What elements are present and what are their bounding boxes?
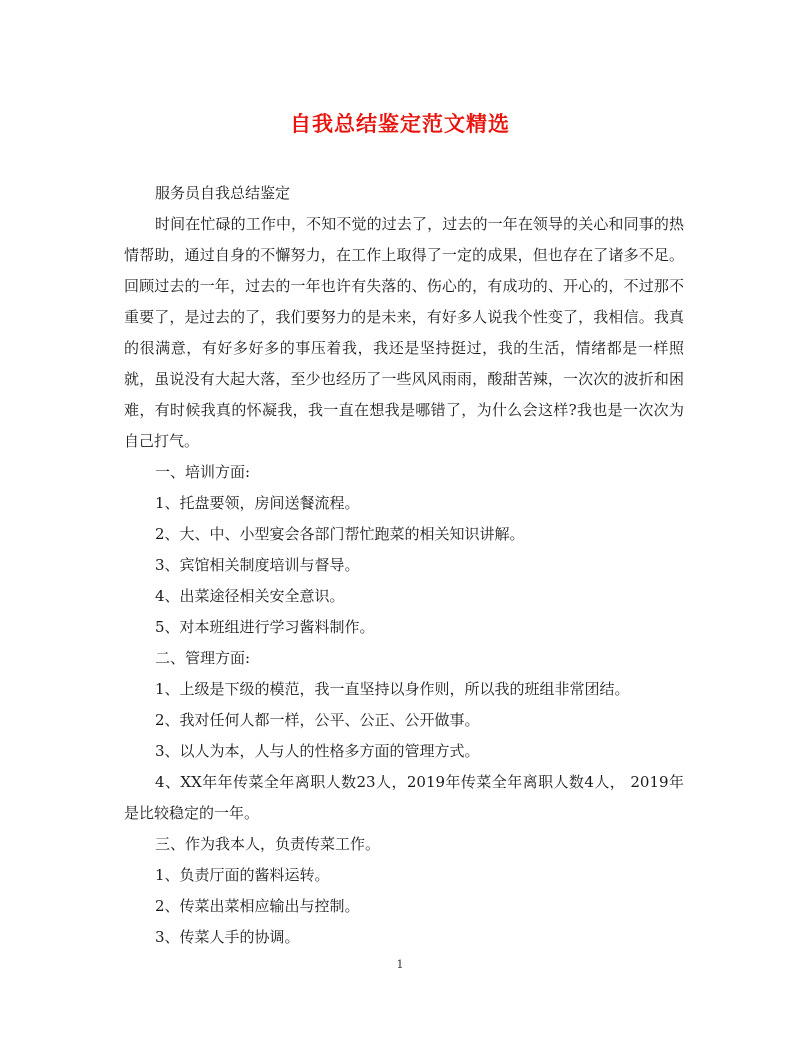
page-number: 1 bbox=[396, 958, 404, 971]
list-item: 4、出菜途径相关安全意识。 bbox=[155, 587, 345, 605]
intro-paragraph: 时间在忙碌的工作中，不知不觉的过去了，过去的一年在领导的关心和同事的热情帮助，通过自身的不懈努力，在工作上取得了一定的成果，但也存在了诸多不足。回顾过去的一年，过去的一年也许有失落的、伤心的，有成功的、开心的，不过那不重要了，是过去的了，我们要努力的是未来，有好多人说我个性变了，我相信。我真的很满意，有好多好多的事压着我，我还是坚持挺过，我的生活，情绪都是一样照就，虽说没有大起大落，至少也经历了一些风风雨雨，酸甜苦辣，一次次的波折和困难，有时候我真的怀凝我，我一直在想我是哪错了，为什么会这样?我也是一次次为自己打气。 bbox=[124, 215, 684, 450]
list-item: 3、以人为本，人与人的性格多方面的管理方式。 bbox=[155, 742, 480, 760]
document-title: 自我总结鉴定范文精选 bbox=[290, 111, 510, 136]
list-item: 5、对本班组进行学习酱料制作。 bbox=[155, 618, 375, 636]
list-item: 2、我对任何人都一样，公平、公正、公开做事。 bbox=[155, 711, 480, 729]
list-item: 1、负责厅面的酱料运转。 bbox=[155, 866, 330, 884]
list-item: 2、传菜出菜相应输出与控制。 bbox=[155, 897, 360, 915]
heading-responsibility: 三、作为我本人，负责传菜工作。 bbox=[155, 835, 381, 853]
document-body bbox=[124, 178, 684, 953]
list-item: 2、大、中、小型宴会各部门帮忙跑菜的相关知识讲解。 bbox=[155, 525, 525, 543]
list-item: 3、宾馆相关制度培训与督导。 bbox=[155, 556, 360, 574]
list-item: 4、XX年年传菜全年离职人数23人，2019年传菜全年离职人数4人， 2019年是比较稳定的一年。 bbox=[124, 773, 684, 822]
heading-management: 二、管理方面: bbox=[155, 649, 251, 667]
list-item: 3、传菜人手的协调。 bbox=[155, 928, 300, 946]
heading-training: 一、培训方面: bbox=[155, 463, 251, 481]
section-subtitle: 服务员自我总结鉴定 bbox=[155, 184, 291, 202]
list-item: 1、托盘要领，房间送餐流程。 bbox=[155, 494, 360, 512]
list-item: 1、上级是下级的模范，我一直坚持以身作则，所以我的班组非常团结。 bbox=[155, 680, 630, 698]
